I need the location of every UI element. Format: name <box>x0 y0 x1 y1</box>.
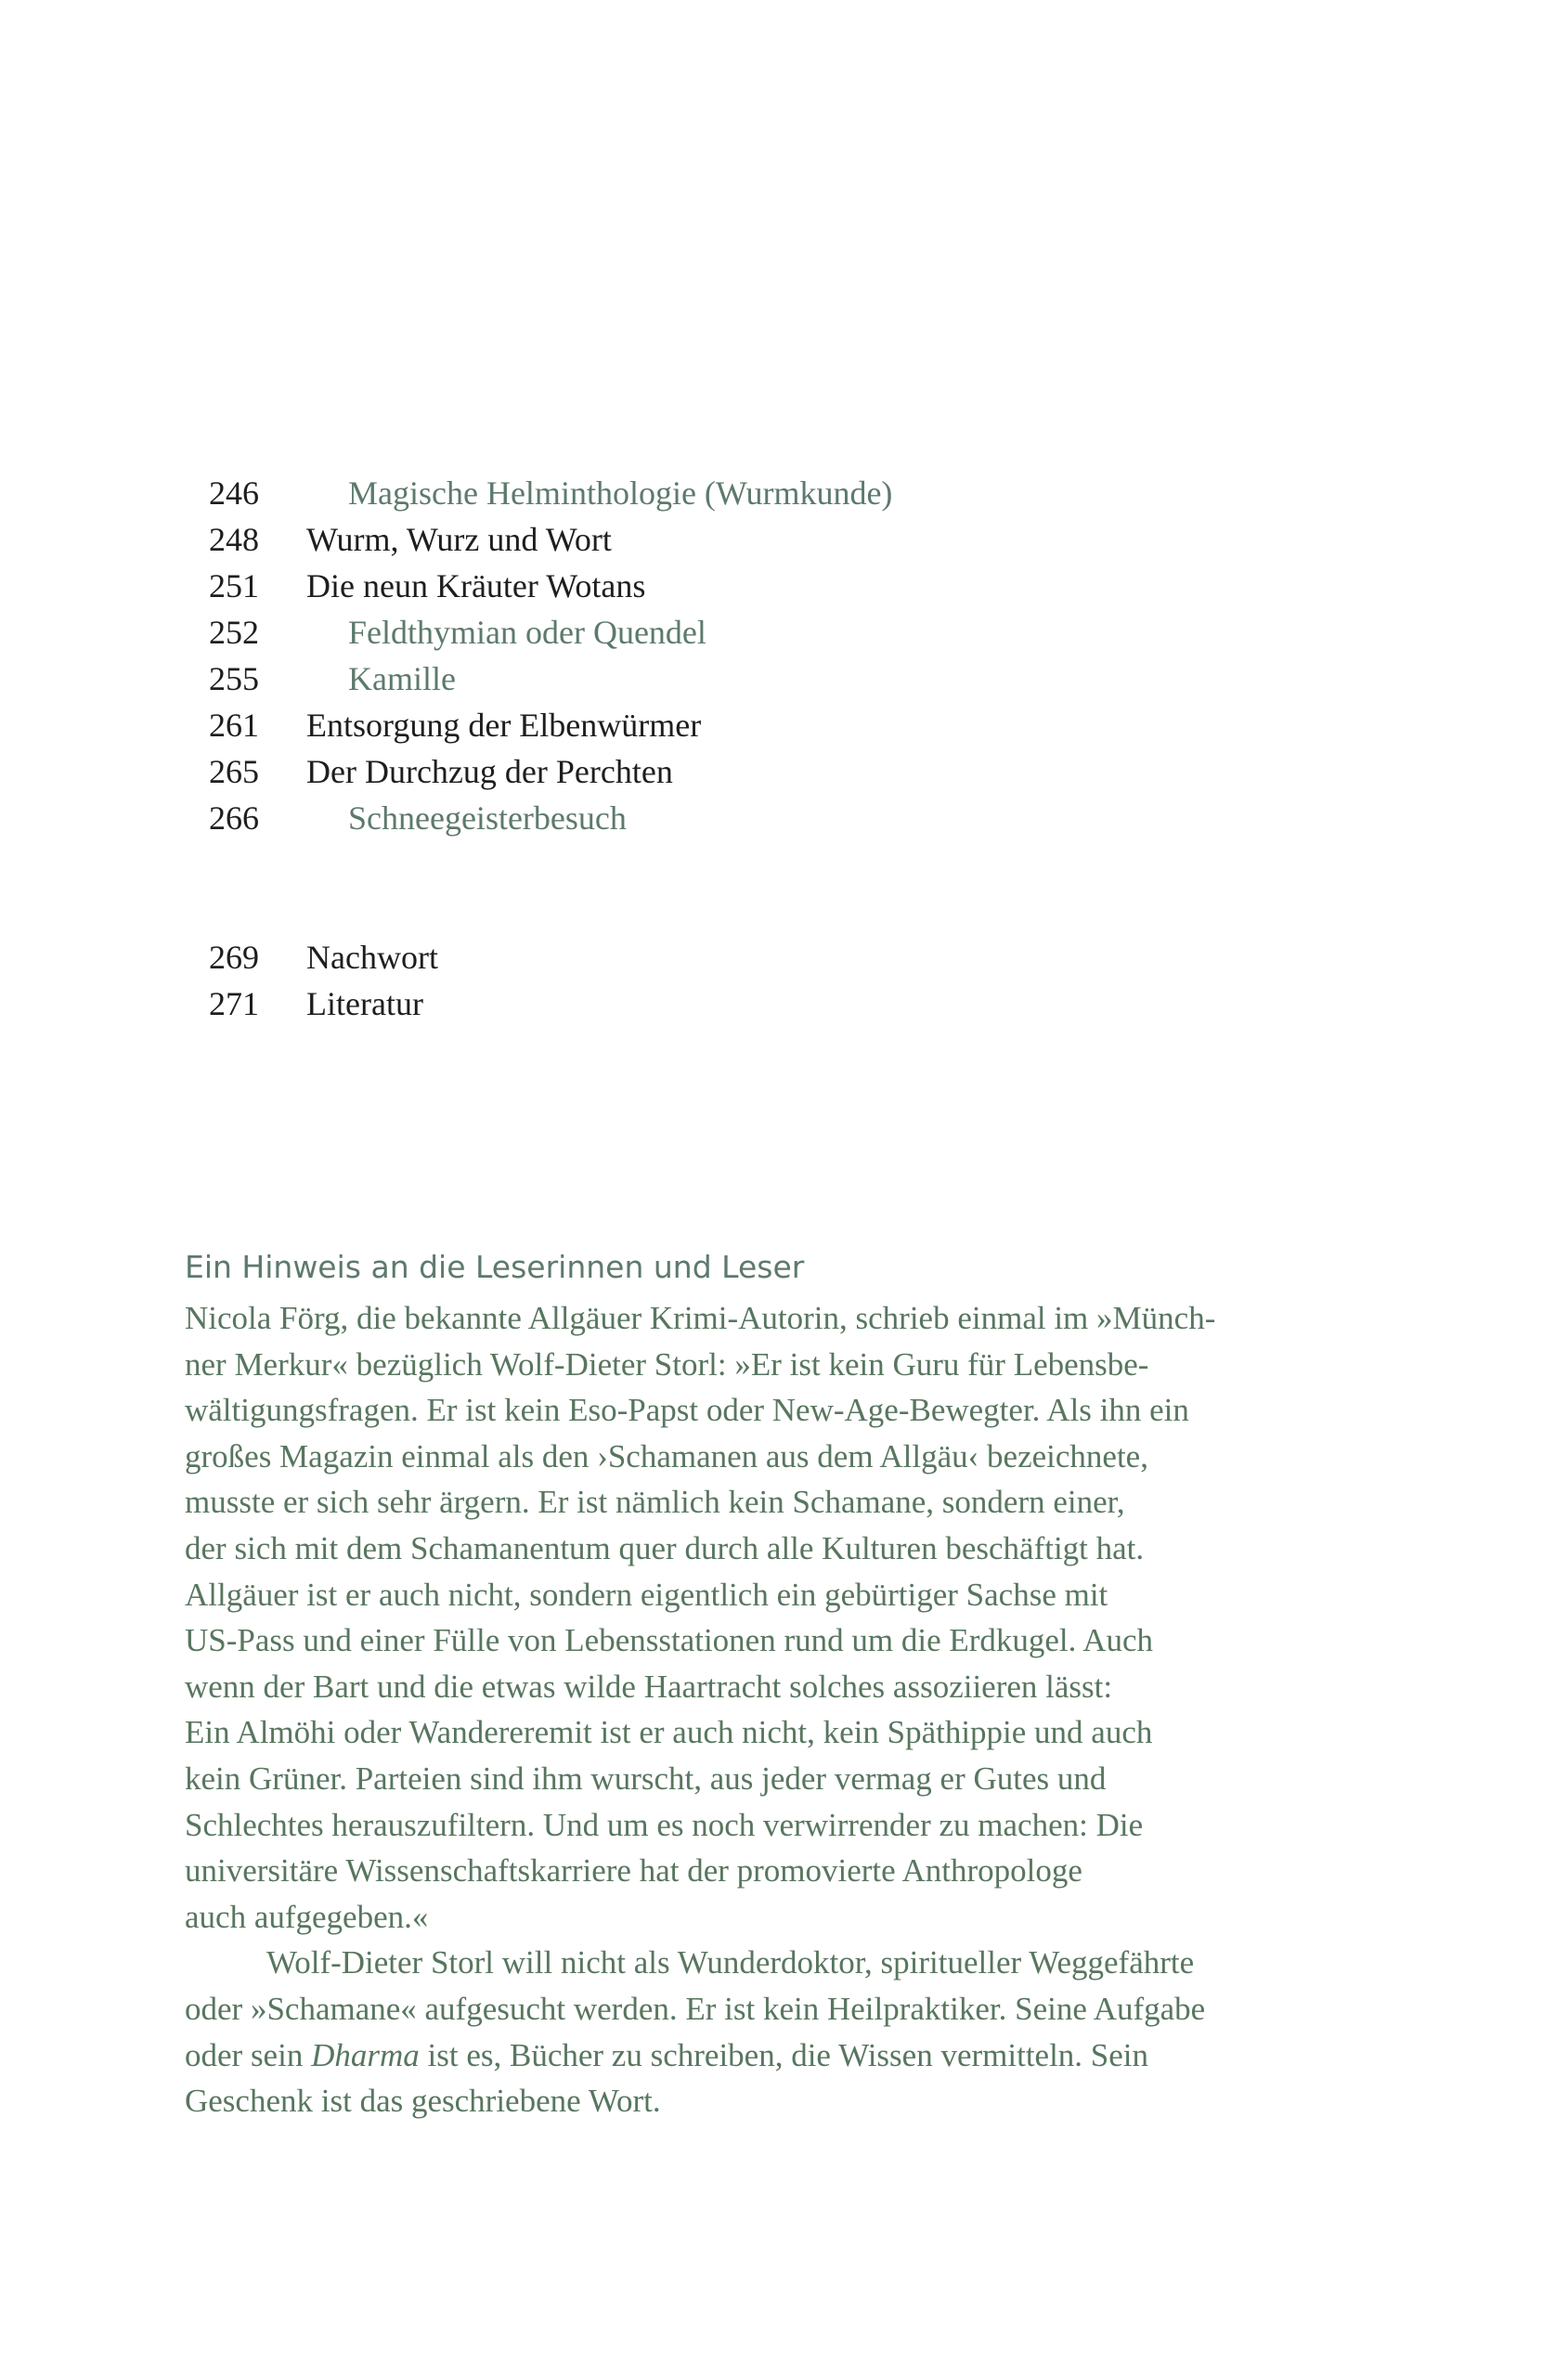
note-text: ist es, Bücher zu schreiben, die Wissen vermitteln. Sein <box>419 2036 1149 2073</box>
toc-entry <box>0 795 1568 841</box>
toc-subentry-title: Kamille <box>348 660 456 697</box>
toc-subentry-title: Feldthymian oder Quendel <box>348 614 706 651</box>
toc-entry <box>0 563 1568 609</box>
toc-entry <box>0 934 1568 981</box>
note-text: oder sein <box>185 2036 312 2073</box>
toc-page-number: 252 <box>209 614 259 651</box>
note-line: der sich mit dem Schamanentum quer durch alle Kulturen beschäftigt hat. <box>185 1529 1145 1566</box>
toc-entry <box>0 470 1568 516</box>
toc-entry <box>0 609 1568 656</box>
note-line: großes Magazin einmal als den ›Schamanen aus dem Allgäu‹ bezeichnete, <box>185 1437 1148 1474</box>
note-heading: Ein Hinweis an die Leserinnen und Leser <box>185 1249 805 1285</box>
note-line: Schlechtes herauszufiltern. Und um es noch verwirrender zu machen: Die <box>185 1806 1144 1843</box>
note-line: Nicola Förg, die bekannte Allgäuer Krimi-Autorin, schrieb einmal im »Münch- <box>185 1300 1216 1336</box>
note-line: wältigungsfragen. Er ist kein Eso-Papst oder New-Age-Bewegter. Als ihn ein <box>185 1392 1189 1429</box>
note-line: Ein Almöhi oder Wandereremit ist er auch nicht, kein Späthippie und auch <box>185 1714 1153 1751</box>
toc-page-number: 246 <box>209 474 259 512</box>
toc-page-number: 251 <box>209 567 259 604</box>
note-line <box>185 2033 1392 2079</box>
note-emphasis: Dharma <box>311 2036 420 2073</box>
toc-entry <box>0 981 1568 1027</box>
toc-subentry-title: Schneegeisterbesuch <box>348 799 627 837</box>
toc-entry-title: Nachwort <box>306 939 438 976</box>
toc-subentry-title: Magische Helminthologie (Wurmkunde) <box>348 474 893 512</box>
toc-entry <box>0 702 1568 748</box>
toc-page-number: 266 <box>209 799 259 837</box>
note-line: kein Grüner. Parteien sind ihm wurscht, aus jeder vermag er Gutes und <box>185 1760 1107 1797</box>
note-line: musste er sich sehr ärgern. Er ist nämlich kein Schamane, sondern einer, <box>185 1484 1125 1521</box>
toc-entry-title: Literatur <box>306 985 423 1022</box>
toc-page-number: 269 <box>209 939 259 976</box>
note-line: auch aufgegeben.« <box>185 1898 429 1935</box>
note-line: Allgäuer ist er auch nicht, sondern eigentlich ein gebürtiger Sachse mit <box>185 1576 1108 1613</box>
toc-page-number: 271 <box>209 985 259 1022</box>
toc-entry <box>0 656 1568 702</box>
toc-entry-title: Entsorgung der Elbenwürmer <box>306 707 702 744</box>
toc-page-number: 265 <box>209 753 259 790</box>
toc-entry <box>0 516 1568 563</box>
note-line-indented: Wolf-Dieter Storl will nicht als Wunderdoktor, spiritueller Weggefährte <box>266 1944 1195 1981</box>
toc-entry <box>0 748 1568 795</box>
note-line: wenn der Bart und die etwas wilde Haartracht solches assoziieren lässt: <box>185 1668 1113 1705</box>
toc-page-number: 248 <box>209 521 259 558</box>
note-line: Geschenk ist das geschriebene Wort. <box>185 2083 661 2120</box>
toc-entry-title: Die neun Kräuter Wotans <box>306 567 646 604</box>
toc-page-number: 261 <box>209 707 259 744</box>
note-line: oder »Schamane« aufgesucht werden. Er ist kein Heilpraktiker. Seine Aufgabe <box>185 1990 1206 2027</box>
note-line: US-Pass und einer Fülle von Lebensstationen rund um die Erdkugel. Auch <box>185 1622 1154 1659</box>
toc-entry-title: Der Durchzug der Perchten <box>306 753 673 790</box>
note-line: ner Merkur« bezüglich Wolf-Dieter Storl: »Er ist kein Guru für Lebensbe- <box>185 1345 1149 1383</box>
toc-entry-title: Wurm, Wurz und Wort <box>306 521 612 558</box>
toc-page-number: 255 <box>209 660 259 697</box>
note-body <box>185 1295 1392 2124</box>
note-line: universitäre Wissenschaftskarriere hat der promovierte Anthropologe <box>185 1852 1082 1890</box>
